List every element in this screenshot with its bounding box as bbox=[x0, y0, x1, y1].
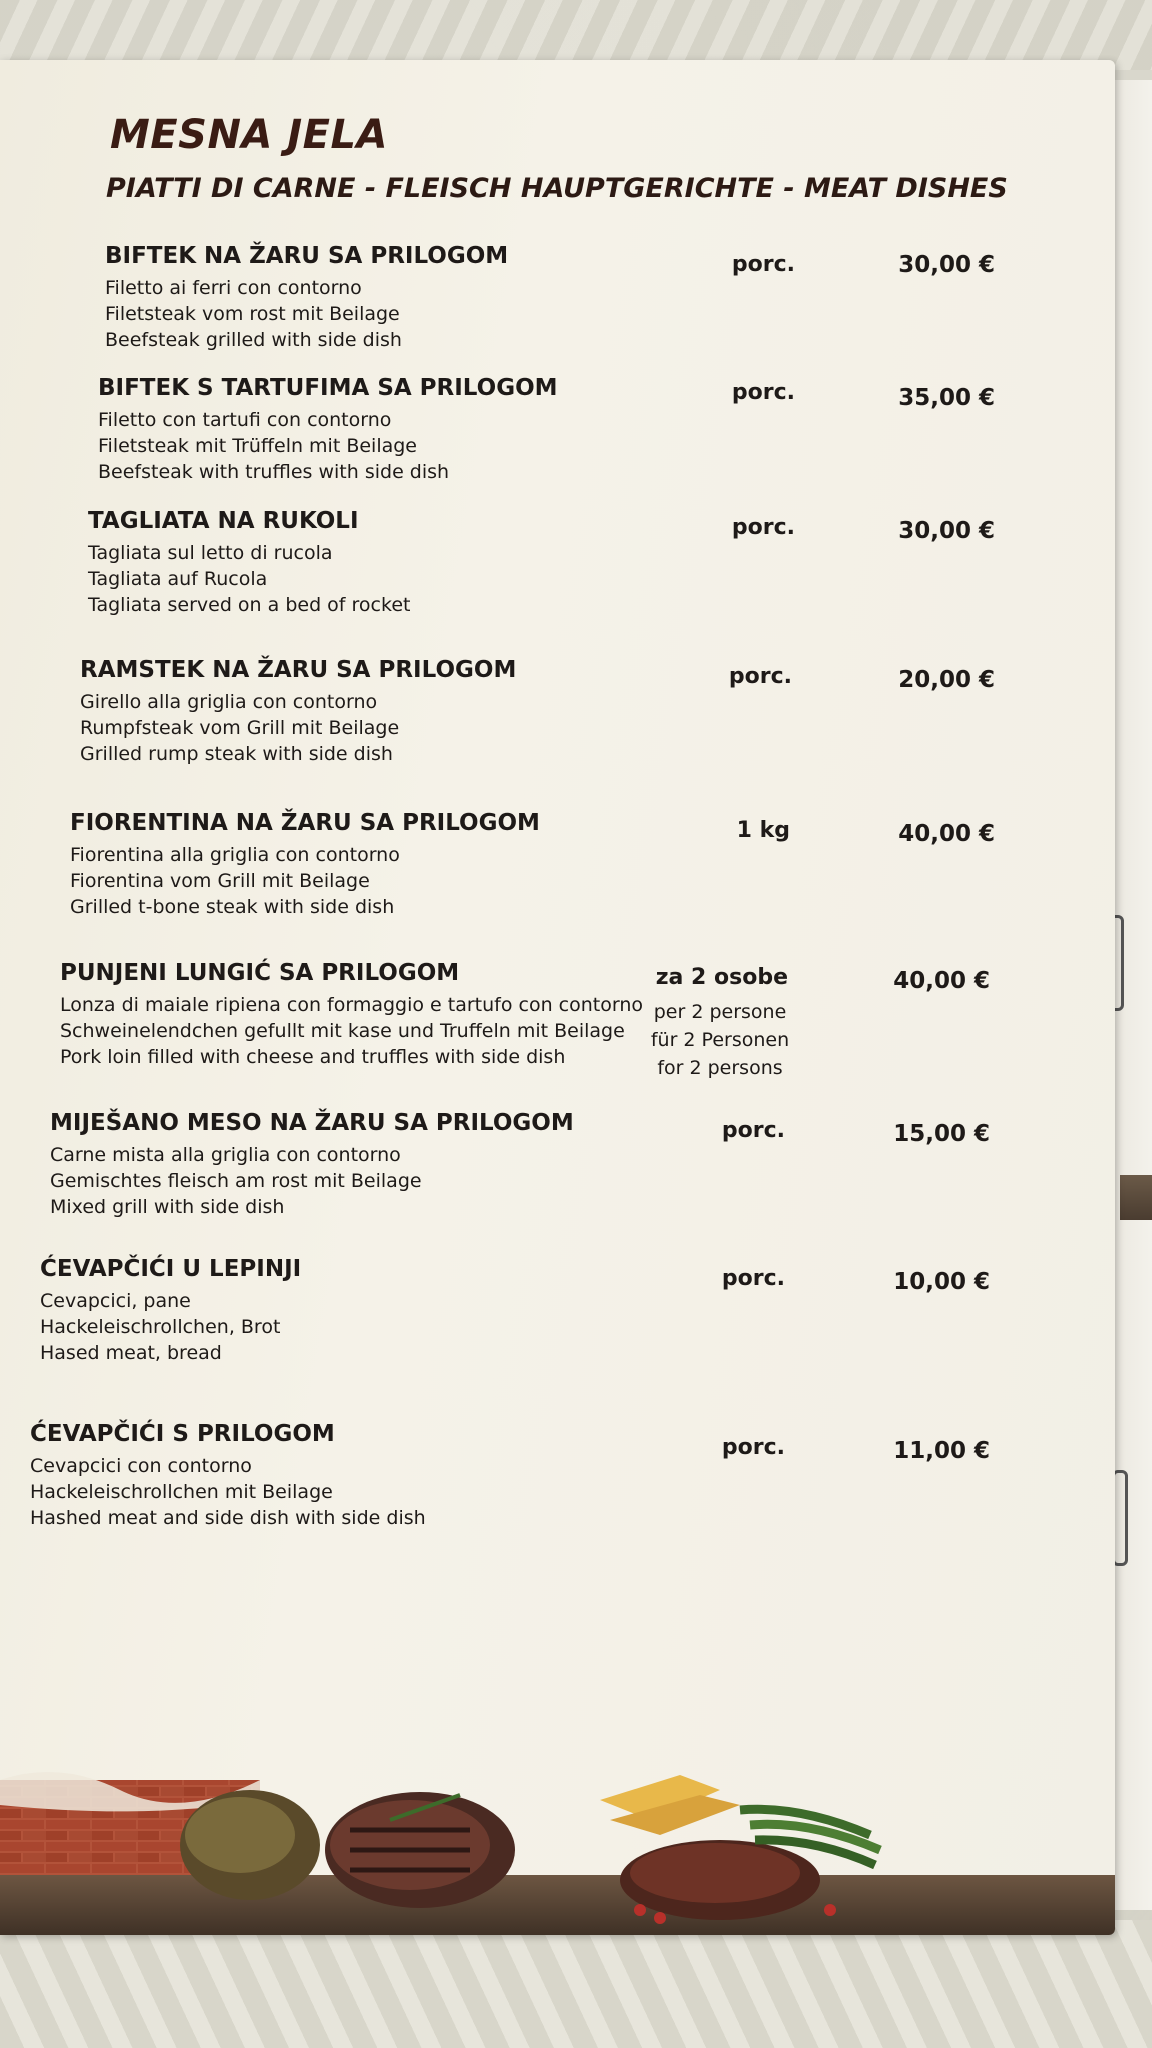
item-description: Cevapcici, pane bbox=[40, 1290, 191, 1312]
item-name: BIFTEK S TARTUFIMA SA PRILOGOM bbox=[98, 375, 558, 401]
item-name: ĆEVAPČIĆI U LEPINJI bbox=[40, 1256, 302, 1282]
item-description: Girello alla griglia con contorno bbox=[80, 691, 378, 713]
item-portion: porc. bbox=[731, 252, 795, 277]
item-description: Mixed grill with side dish bbox=[50, 1196, 285, 1218]
item-description: Tagliata auf Rucola bbox=[88, 568, 268, 590]
item-price: 11,00 € bbox=[893, 1438, 990, 1464]
item-description: Filetto con tartufi con contorno bbox=[98, 409, 392, 431]
item-portion: za 2 osobe bbox=[655, 965, 788, 990]
item-description: Schweinelendchen gefullt mit kase und Truffeln mit Beilage bbox=[60, 1020, 625, 1042]
item-portion: porc. bbox=[728, 664, 792, 689]
item-description: Beefsteak grilled with side dish bbox=[105, 329, 402, 351]
item-description: Pork loin filled with cheese and truffles with side dish bbox=[60, 1046, 566, 1068]
item-description: Grilled rump steak with side dish bbox=[80, 743, 393, 765]
item-price: 20,00 € bbox=[898, 667, 995, 693]
tablecloth-bottom bbox=[0, 1920, 1152, 2048]
item-price: 10,00 € bbox=[893, 1269, 990, 1295]
item-description: Lonza di maiale ripiena con formaggio e tartufo con contorno bbox=[60, 994, 643, 1016]
menu-items bbox=[0, 60, 1115, 1935]
item-description: Filetto ai ferri con contorno bbox=[105, 277, 362, 299]
item-name: TAGLIATA NA RUKOLI bbox=[88, 508, 359, 534]
item-portion-note: for 2 persons bbox=[657, 1057, 783, 1079]
item-description: Filetsteak mit Trüffeln mit Beilage bbox=[98, 435, 418, 457]
item-description: Hashed meat and side dish with side dish bbox=[30, 1507, 426, 1529]
item-description: Grilled t-bone steak with side dish bbox=[70, 896, 395, 918]
steak-illustration bbox=[0, 1710, 1115, 1935]
item-description: Fiorentina vom Grill mit Beilage bbox=[70, 870, 370, 892]
item-description: Hackeleischrollchen mit Beilage bbox=[30, 1481, 333, 1503]
item-name: FIORENTINA NA ŽARU SA PRILOGOM bbox=[70, 810, 540, 836]
item-description: Hased meat, bread bbox=[40, 1342, 222, 1364]
item-price: 30,00 € bbox=[898, 252, 995, 278]
item-name: MIJEŠANO MESO NA ŽARU SA PRILOGOM bbox=[50, 1110, 574, 1136]
item-portion: porc. bbox=[721, 1118, 785, 1143]
item-description: Rumpfsteak vom Grill mit Beilage bbox=[80, 717, 400, 739]
item-portion: porc. bbox=[721, 1435, 785, 1460]
item-portion: 1 kg bbox=[736, 818, 790, 843]
item-price: 40,00 € bbox=[893, 968, 990, 994]
item-portion-note: per 2 persone bbox=[653, 1001, 787, 1023]
menu-title: MESNA JELA bbox=[110, 112, 388, 158]
item-description: Cevapcici con contorno bbox=[30, 1455, 252, 1477]
item-portion: porc. bbox=[731, 515, 795, 540]
item-price: 35,00 € bbox=[898, 385, 995, 411]
item-price: 15,00 € bbox=[893, 1121, 990, 1147]
menu-page bbox=[0, 60, 1115, 1935]
item-name: BIFTEK NA ŽARU SA PRILOGOM bbox=[105, 243, 509, 269]
item-description: Tagliata sul letto di rucola bbox=[88, 542, 333, 564]
item-description: Beefsteak with truffles with side dish bbox=[98, 461, 450, 483]
item-name: ĆEVAPČIĆI S PRILOGOM bbox=[30, 1421, 335, 1447]
next-page-wood-strip bbox=[1120, 1175, 1152, 1220]
item-description: Gemischtes fleisch am rost mit Beilage bbox=[50, 1170, 422, 1192]
item-price: 30,00 € bbox=[898, 518, 995, 544]
menu-subtitle: PIATTI DI CARNE - FLEISCH HAUPTGERICHTE - MEAT DISHES bbox=[106, 173, 1008, 204]
item-description: Carne mista alla griglia con contorno bbox=[50, 1144, 401, 1166]
item-description: Filetsteak vom rost mit Beilage bbox=[105, 303, 400, 325]
item-portion: porc. bbox=[721, 1266, 785, 1291]
item-name: PUNJENI LUNGIĆ SA PRILOGOM bbox=[60, 960, 460, 986]
item-description: Tagliata served on a bed of rocket bbox=[88, 594, 411, 616]
item-portion-note: für 2 Personen bbox=[650, 1029, 790, 1051]
item-description: Fiorentina alla griglia con contorno bbox=[70, 844, 400, 866]
item-name: RAMSTEK NA ŽARU SA PRILOGOM bbox=[80, 657, 517, 683]
item-portion: porc. bbox=[731, 380, 795, 405]
item-description: Hackeleischrollchen, Brot bbox=[40, 1316, 281, 1338]
item-price: 40,00 € bbox=[898, 821, 995, 847]
